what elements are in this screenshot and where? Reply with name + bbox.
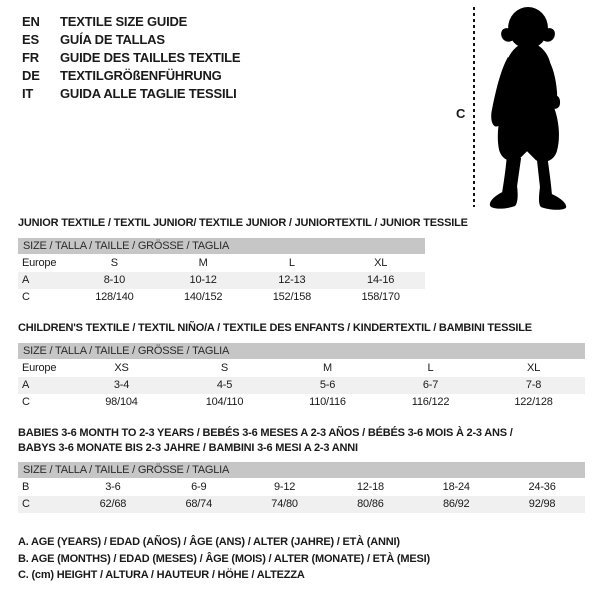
cell: 122/128 xyxy=(514,396,553,408)
table-header-bar: SIZE / TALLA / TAILLE / GRÖSSE / TAGLIA xyxy=(18,462,585,478)
cell: 104/110 xyxy=(205,396,244,408)
cell: 5-6 xyxy=(319,379,336,391)
measure-label-c: C xyxy=(456,106,466,121)
cell: L xyxy=(288,257,295,269)
cell: 10-12 xyxy=(189,274,217,286)
cell: 116/122 xyxy=(411,396,450,408)
cell: 74/80 xyxy=(271,498,298,510)
cell: XL xyxy=(526,362,541,374)
section-title: CHILDREN'S TEXTILE / TEXTIL NIÑO/A / TEXTILE DES ENFANTS / KINDERTEXTIL / BAMBINI TESSILE xyxy=(18,322,532,334)
cell: 152/158 xyxy=(272,291,312,303)
cell: 92/98 xyxy=(528,498,556,510)
section-title: JUNIOR TEXTILE / TEXTIL JUNIOR/ TEXTILE JUNIOR / JUNIORTEXTIL / JUNIOR TESSILE xyxy=(18,217,468,229)
table-header-bar: SIZE / TALLA / TAILLE / GRÖSSE / TAGLIA xyxy=(18,238,425,254)
table-row xyxy=(18,479,585,496)
cell: 128/140 xyxy=(95,291,134,303)
row-label: Europe xyxy=(22,362,57,374)
cell: 3-6 xyxy=(105,481,121,493)
row-label: B xyxy=(22,481,30,493)
cell: S xyxy=(110,257,118,269)
cell: XS xyxy=(114,362,129,374)
cell: L xyxy=(427,362,434,374)
language-row xyxy=(22,67,240,85)
footnote-b: B. AGE (MONTHS) / EDAD (MESES) / ÂGE (MOIS) / ALTER (MONATE) / ETÀ (MESI) xyxy=(18,552,430,565)
language-row xyxy=(22,85,240,103)
cell: 8-10 xyxy=(103,274,125,286)
language-list xyxy=(22,13,240,103)
table-row xyxy=(18,394,585,411)
table-header-bar: SIZE / TALLA / TAILLE / GRÖSSE / TAGLIA xyxy=(18,343,585,359)
cell: M xyxy=(198,257,208,269)
cell: 3-4 xyxy=(113,379,130,391)
language-code: FR xyxy=(22,50,39,65)
row-label: C xyxy=(22,291,30,303)
section-children xyxy=(18,321,585,411)
language-code: EN xyxy=(22,14,40,29)
section-title-line: BABIES 3-6 MONTH TO 2-3 YEARS / BEBÉS 3-6 MESES A 2-3 AÑOS / BÉBÉS 3-6 MOIS À 2-3 ANS / xyxy=(18,427,513,439)
cell: 80/86 xyxy=(357,498,384,510)
row-label: C xyxy=(22,498,30,510)
height-measure-dashed-line xyxy=(473,7,475,207)
children-size-table xyxy=(18,343,585,411)
cell: 12-13 xyxy=(278,274,306,286)
cell: 9-12 xyxy=(273,481,296,493)
language-code: DE xyxy=(22,68,40,83)
language-row xyxy=(22,13,240,31)
baby-silhouette xyxy=(486,5,580,210)
cell: S xyxy=(220,362,229,374)
cell: 24-36 xyxy=(528,481,556,493)
cell: 4-5 xyxy=(216,379,233,391)
cell: XL xyxy=(374,257,388,269)
language-label: GUÍA DE TALLAS xyxy=(60,32,165,47)
language-label: GUIDE DES TAILLES TEXTILE xyxy=(60,50,241,65)
language-code: IT xyxy=(22,86,34,101)
cell: 86/92 xyxy=(442,498,470,510)
table-row xyxy=(18,289,425,306)
cell: 158/170 xyxy=(361,291,400,303)
cell: M xyxy=(323,362,332,374)
babies-size-table xyxy=(18,462,585,513)
row-label: Europe xyxy=(22,257,57,269)
cell: 6-7 xyxy=(422,379,439,391)
language-label: TEXTILE SIZE GUIDE xyxy=(60,14,188,29)
section-babies xyxy=(18,426,585,513)
table-row xyxy=(18,377,585,394)
table-row xyxy=(18,255,425,272)
footnote-c: C. (cm) HEIGHT / ALTURA / HAUTEUR / HÖHE / ALTEZZA xyxy=(18,569,305,581)
row-label: A xyxy=(22,274,30,286)
language-row xyxy=(22,49,240,67)
footnotes xyxy=(18,534,430,584)
cell: 18-24 xyxy=(442,481,470,493)
cell: 14-16 xyxy=(367,274,395,286)
junior-size-table xyxy=(18,238,425,306)
cell: 140/152 xyxy=(183,291,223,303)
cell: 98/104 xyxy=(105,396,138,408)
language-row xyxy=(22,31,240,49)
cell: 7-8 xyxy=(525,379,542,391)
language-code: ES xyxy=(22,32,39,47)
table-row xyxy=(18,272,425,289)
footnote-a: A. AGE (YEARS) / EDAD (AÑOS) / ÂGE (ANS) / ALTER (JAHRE) / ETÀ (ANNI) xyxy=(18,536,400,548)
language-label: TEXTILGRÖßENFÜHRUNG xyxy=(60,68,222,83)
language-label: GUIDA ALLE TAGLIE TESSILI xyxy=(60,86,237,101)
cell: 6-9 xyxy=(191,481,207,493)
cell: 68/74 xyxy=(185,498,212,510)
row-label: A xyxy=(22,379,30,391)
row-label: C xyxy=(22,396,30,408)
table-row xyxy=(18,496,585,513)
section-junior xyxy=(18,216,468,306)
cell: 12-18 xyxy=(356,481,384,493)
cell: 110/116 xyxy=(309,396,346,408)
table-row xyxy=(18,360,585,377)
cell: 62/68 xyxy=(99,498,127,510)
section-title-line: BABYS 3-6 MONATE BIS 2-3 JAHRE / BAMBINI 3-6 MESI A 2-3 ANNI xyxy=(18,442,358,454)
